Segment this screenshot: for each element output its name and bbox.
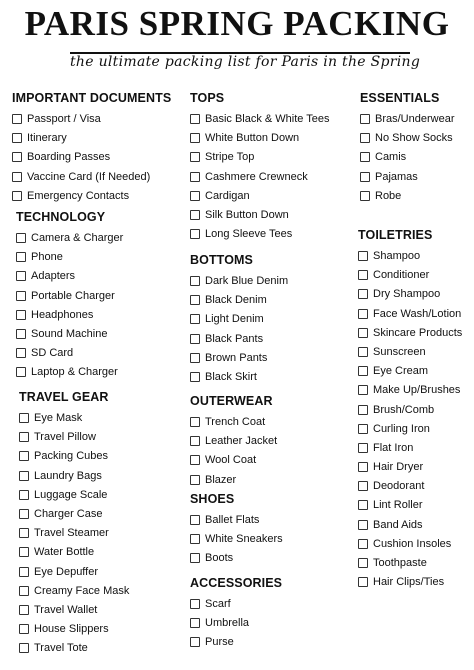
page-subtitle: the ultimate packing list for Paris in the Spring xyxy=(70,54,421,70)
checklist-item[interactable] xyxy=(190,206,289,225)
checkbox[interactable] xyxy=(190,475,200,485)
checklist-item-label: Dark Blue Denim xyxy=(205,275,289,287)
section-heading: IMPORTANT DOCUMENTS xyxy=(12,91,172,105)
checkbox[interactable] xyxy=(16,271,26,281)
checklist-item-label: Eye Mask xyxy=(34,412,83,424)
checkbox[interactable] xyxy=(12,152,22,162)
checkbox[interactable] xyxy=(190,353,200,363)
checklist-item-label: Scarf xyxy=(205,598,231,610)
section-bottoms xyxy=(190,253,289,387)
checklist-item[interactable] xyxy=(190,349,268,368)
checklist-item[interactable] xyxy=(12,148,171,167)
section-outerwear xyxy=(190,394,278,490)
checkbox[interactable] xyxy=(358,328,368,338)
checkbox[interactable] xyxy=(358,289,368,299)
checklist-item[interactable] xyxy=(358,305,462,324)
checkbox[interactable] xyxy=(19,624,29,634)
checkbox[interactable] xyxy=(358,500,368,510)
checklist-item[interactable] xyxy=(190,310,264,329)
checklist-item[interactable] xyxy=(19,486,109,505)
checkbox[interactable] xyxy=(358,520,368,530)
checkbox[interactable] xyxy=(190,553,200,563)
checkbox[interactable] xyxy=(190,229,200,239)
checkbox[interactable] xyxy=(19,567,29,577)
section-heading: ESSENTIALS xyxy=(360,91,440,105)
checklist-item-label: Wool Coat xyxy=(205,454,257,467)
checklist-item[interactable] xyxy=(358,573,445,592)
checklist-item[interactable] xyxy=(358,247,432,266)
checklist-item-label: Water Bottle xyxy=(34,546,95,559)
checkbox[interactable] xyxy=(190,618,200,628)
checklist-item-label: Laundry Bags xyxy=(34,469,102,482)
checklist-item-label: Hair Dryer xyxy=(373,461,424,474)
section-heading: BOTTOMS xyxy=(190,253,253,267)
checkbox[interactable] xyxy=(190,295,200,305)
checklist-item-label: Adapters xyxy=(31,270,76,283)
checkbox[interactable] xyxy=(16,233,26,243)
checklist-item[interactable] xyxy=(190,168,308,187)
checkbox[interactable] xyxy=(16,310,26,320)
checkbox[interactable] xyxy=(190,210,200,220)
checklist-item[interactable] xyxy=(190,413,273,432)
checkbox[interactable] xyxy=(190,455,200,465)
section-heading: ACCESSORIES xyxy=(190,576,283,590)
checklist-item-label: Silk Button Down xyxy=(205,208,289,221)
checklist-item-label: Long Sleeve Tees xyxy=(205,228,293,241)
checklist-item[interactable] xyxy=(16,267,105,286)
checklist-item-label: Shampoo xyxy=(373,250,421,262)
checklist-item[interactable] xyxy=(190,511,260,530)
checklist-item-label: Basic Black & White Tees xyxy=(205,113,330,125)
section-accessories xyxy=(190,576,282,653)
checklist-item-label: Stripe Top xyxy=(205,151,255,164)
checkbox[interactable] xyxy=(358,251,368,261)
section-heading: TRAVEL GEAR xyxy=(19,390,109,404)
checkbox[interactable] xyxy=(190,436,200,446)
checklist-item[interactable] xyxy=(19,639,109,658)
checklist-item[interactable] xyxy=(16,344,105,363)
checkbox[interactable] xyxy=(190,637,200,647)
section-heading: TOPS xyxy=(190,91,225,105)
checklist-item[interactable] xyxy=(190,549,234,568)
checklist-item[interactable] xyxy=(358,535,452,554)
checklist-item[interactable] xyxy=(16,287,115,306)
checklist-item[interactable] xyxy=(12,129,171,148)
checkbox[interactable] xyxy=(19,643,29,653)
checklist-item-label: Camera & Charger xyxy=(31,232,124,244)
checklist-item[interactable] xyxy=(190,368,257,387)
section-important-documents xyxy=(12,91,171,206)
checklist-item[interactable] xyxy=(190,633,282,652)
checklist-item-label: Travel Wallet xyxy=(34,603,98,616)
checklist-item[interactable] xyxy=(190,330,264,349)
checkbox[interactable] xyxy=(358,481,368,491)
checklist-item[interactable] xyxy=(360,168,440,187)
checklist-item-label: Black Denim xyxy=(205,294,267,307)
checklist-item[interactable] xyxy=(358,439,432,458)
checkbox[interactable] xyxy=(16,329,26,339)
checklist-item-label: Eye Cream xyxy=(373,365,429,378)
checklist-item[interactable] xyxy=(190,614,282,633)
checkbox[interactable] xyxy=(190,599,200,609)
checklist-item[interactable] xyxy=(190,530,283,549)
checklist-item[interactable] xyxy=(19,505,109,524)
checkbox[interactable] xyxy=(358,385,368,395)
checklist-item-label: Emergency Contacts xyxy=(27,189,130,202)
checkbox[interactable] xyxy=(190,114,200,124)
checkbox[interactable] xyxy=(12,133,22,143)
checkbox[interactable] xyxy=(190,372,200,382)
checklist-item[interactable] xyxy=(360,129,453,148)
checklist-item-label: Black Pants xyxy=(205,332,264,345)
section-heading: OUTERWEAR xyxy=(190,394,273,408)
checklist-item[interactable] xyxy=(358,266,432,285)
checklist-item-label: Ballet Flats xyxy=(205,514,260,526)
checklist-item-label: Cushion Insoles xyxy=(373,537,452,550)
checklist-item-label: Blazer xyxy=(205,473,237,486)
checkbox[interactable] xyxy=(19,490,29,500)
checkbox[interactable] xyxy=(19,528,29,538)
checklist-item[interactable] xyxy=(358,554,432,573)
checkbox[interactable] xyxy=(16,252,26,262)
checklist-item[interactable] xyxy=(19,409,109,428)
checklist-item[interactable] xyxy=(19,620,109,639)
checkbox[interactable] xyxy=(19,413,29,423)
checklist-item-label: Light Denim xyxy=(205,313,264,326)
checklist-item-label: Dry Shampoo xyxy=(373,288,441,301)
checklist-item-label: Black Skirt xyxy=(205,370,257,383)
checkbox[interactable] xyxy=(190,534,200,544)
checklist-item[interactable] xyxy=(358,343,432,362)
checklist-item[interactable] xyxy=(19,524,109,543)
checklist-item-label: Conditioner xyxy=(373,269,430,282)
checklist-item[interactable] xyxy=(358,324,463,343)
checklist-item[interactable] xyxy=(19,563,109,582)
checklist-item-label: White Sneakers xyxy=(205,533,283,546)
checklist-item[interactable] xyxy=(190,187,250,206)
checklist-item-label: Leather Jacket xyxy=(205,435,278,448)
checklist-item-label: Skincare Products xyxy=(373,326,463,339)
checkbox[interactable] xyxy=(358,309,368,319)
checkbox[interactable] xyxy=(358,366,368,376)
checkbox[interactable] xyxy=(190,314,200,324)
checkbox[interactable] xyxy=(190,334,200,344)
checkbox[interactable] xyxy=(190,172,200,182)
section-shoes xyxy=(190,492,283,569)
checkbox[interactable] xyxy=(19,547,29,557)
checkbox[interactable] xyxy=(16,348,26,358)
checkbox[interactable] xyxy=(360,133,370,143)
checklist-item[interactable] xyxy=(358,458,432,477)
checklist-item-label: Lint Roller xyxy=(373,499,423,512)
checklist-item-label: Toothpaste xyxy=(373,557,427,569)
checklist-item-label: Band Aids xyxy=(373,518,423,531)
checklist-item[interactable] xyxy=(360,110,455,129)
checklist-item[interactable] xyxy=(12,187,171,206)
checkbox[interactable] xyxy=(190,276,200,286)
checklist-item[interactable] xyxy=(19,447,109,466)
checkbox[interactable] xyxy=(19,432,29,442)
checkbox[interactable] xyxy=(358,270,368,280)
checklist-item-label: Curling Iron xyxy=(373,422,430,435)
checklist-item[interactable] xyxy=(12,110,171,129)
checklist-item[interactable] xyxy=(16,363,118,382)
section-travel-gear xyxy=(19,390,130,658)
checklist-item[interactable] xyxy=(358,420,432,439)
checkbox[interactable] xyxy=(190,191,200,201)
checkbox[interactable] xyxy=(19,586,29,596)
checklist-item-label: Headphones xyxy=(31,308,94,321)
checklist-item[interactable] xyxy=(358,381,461,400)
checklist-item[interactable] xyxy=(190,432,278,451)
checklist-item-label: Laptop & Charger xyxy=(31,366,118,379)
checklist-item-label: Phone xyxy=(31,251,63,264)
checklist-item[interactable] xyxy=(358,477,432,496)
checklist-item[interactable] xyxy=(360,187,440,206)
checklist-item-label: Travel Tote xyxy=(34,642,88,655)
checklist-item-label: Trench Coat xyxy=(205,416,266,428)
section-essentials xyxy=(360,91,455,206)
section-technology xyxy=(16,210,124,383)
checklist-item[interactable] xyxy=(358,516,432,535)
checklist-item[interactable] xyxy=(358,401,435,420)
checklist-item[interactable] xyxy=(358,496,432,515)
checklist-item[interactable] xyxy=(190,471,273,490)
checklist-item-label: Brush/Comb xyxy=(373,403,435,416)
checkbox[interactable] xyxy=(190,417,200,427)
section-heading: TECHNOLOGY xyxy=(16,210,106,224)
checklist-item[interactable] xyxy=(190,110,330,129)
checklist-item-label: Deodorant xyxy=(373,480,425,493)
checklist-item-label: Passport / Visa xyxy=(27,113,101,125)
checkbox[interactable] xyxy=(358,347,368,357)
section-heading: SHOES xyxy=(190,492,235,506)
checklist-item[interactable] xyxy=(358,285,441,304)
checkbox[interactable] xyxy=(358,424,368,434)
checkbox[interactable] xyxy=(358,577,368,587)
page-title: PARIS SPRING PACKING xyxy=(24,4,450,43)
checklist-item-label: Umbrella xyxy=(205,617,250,630)
checklist-item-label: Portable Charger xyxy=(31,289,115,302)
checkbox[interactable] xyxy=(190,515,200,525)
checkbox[interactable] xyxy=(360,114,370,124)
checklist-item-label: Packing Cubes xyxy=(34,450,108,463)
checklist-item[interactable] xyxy=(19,601,109,620)
checkbox[interactable] xyxy=(12,114,22,124)
checkbox[interactable] xyxy=(358,405,368,415)
subtitle-banner xyxy=(70,44,421,78)
checklist-item[interactable] xyxy=(16,248,105,267)
checkbox[interactable] xyxy=(16,367,26,377)
checklist-item-label: Sunscreen xyxy=(373,345,426,358)
checklist-item[interactable] xyxy=(358,362,432,381)
checklist-item[interactable] xyxy=(190,225,293,244)
checklist-item[interactable] xyxy=(190,129,300,148)
checklist-item-label: Hair Clips/Ties xyxy=(373,576,445,589)
checklist-item[interactable] xyxy=(19,543,109,562)
checklist-item-label: Eye Depuffer xyxy=(34,565,99,578)
checklist-item[interactable] xyxy=(190,451,273,470)
checklist-item-label: Bras/Underwear xyxy=(375,113,455,125)
checklist-item[interactable] xyxy=(12,168,171,187)
checkbox[interactable] xyxy=(19,471,29,481)
checklist-item-label: Flat Iron xyxy=(373,441,414,454)
checklist-item[interactable] xyxy=(190,148,255,167)
checkbox[interactable] xyxy=(16,291,26,301)
checklist-item-label: Creamy Face Mask xyxy=(34,584,130,597)
checklist-item[interactable] xyxy=(19,582,130,601)
checklist-item-label: Travel Steamer xyxy=(34,527,109,540)
checkbox[interactable] xyxy=(358,443,368,453)
checklist-item-label: Make Up/Brushes xyxy=(373,384,461,397)
checklist-item[interactable] xyxy=(16,325,108,344)
checklist-item-label: SD Card xyxy=(31,347,74,360)
checklist-item-label: Luggage Scale xyxy=(34,488,108,501)
checklist-item-label: Brown Pants xyxy=(205,351,268,364)
checklist-item-label: Cardigan xyxy=(205,189,250,202)
checklist-item-label: Boots xyxy=(205,552,234,565)
checklist-item[interactable] xyxy=(16,229,124,248)
checkbox[interactable] xyxy=(19,605,29,615)
checklist-item-label: Cashmere Crewneck xyxy=(205,170,308,183)
checkbox[interactable] xyxy=(19,509,29,519)
checklist-item-label: Pajamas xyxy=(375,170,418,183)
checkbox[interactable] xyxy=(12,172,22,182)
checklist-item-label: Charger Case xyxy=(34,507,103,520)
checklist-item[interactable] xyxy=(190,291,267,310)
checklist-item[interactable] xyxy=(19,428,109,447)
checkbox[interactable] xyxy=(360,152,370,162)
checklist-item[interactable] xyxy=(190,595,282,614)
checklist-item-label: House Slippers xyxy=(34,623,109,636)
checkbox[interactable] xyxy=(358,462,368,472)
checkbox[interactable] xyxy=(360,191,370,201)
section-heading: TOILETRIES xyxy=(358,228,433,242)
checklist-item-label: Sound Machine xyxy=(31,327,108,340)
checkbox[interactable] xyxy=(360,172,370,182)
checkbox[interactable] xyxy=(12,191,22,201)
checklist-item[interactable] xyxy=(360,148,440,167)
checkbox[interactable] xyxy=(190,133,200,143)
checkbox[interactable] xyxy=(19,451,29,461)
checkbox[interactable] xyxy=(358,539,368,549)
checklist-item-label: White Button Down xyxy=(205,132,300,145)
checklist-item[interactable] xyxy=(16,306,105,325)
checklist-item-label: Robe xyxy=(375,189,402,202)
checklist-item-label: Purse xyxy=(205,636,234,649)
checklist-item-label: Camis xyxy=(375,151,407,164)
checklist-item[interactable] xyxy=(19,467,109,486)
checklist-item-label: Travel Pillow xyxy=(34,431,96,444)
checkbox[interactable] xyxy=(358,558,368,568)
checklist-item-label: Face Wash/Lotion xyxy=(373,307,462,320)
checklist-item[interactable] xyxy=(190,272,289,291)
checklist-item-label: Vaccine Card (If Needed) xyxy=(27,170,151,183)
section-tops xyxy=(190,91,330,244)
checklist-item-label: Boarding Passes xyxy=(27,151,111,164)
checklist-item-label: Itinerary xyxy=(27,132,67,145)
checkbox[interactable] xyxy=(190,152,200,162)
section-toiletries xyxy=(358,228,463,592)
checklist-item-label: No Show Socks xyxy=(375,132,453,145)
